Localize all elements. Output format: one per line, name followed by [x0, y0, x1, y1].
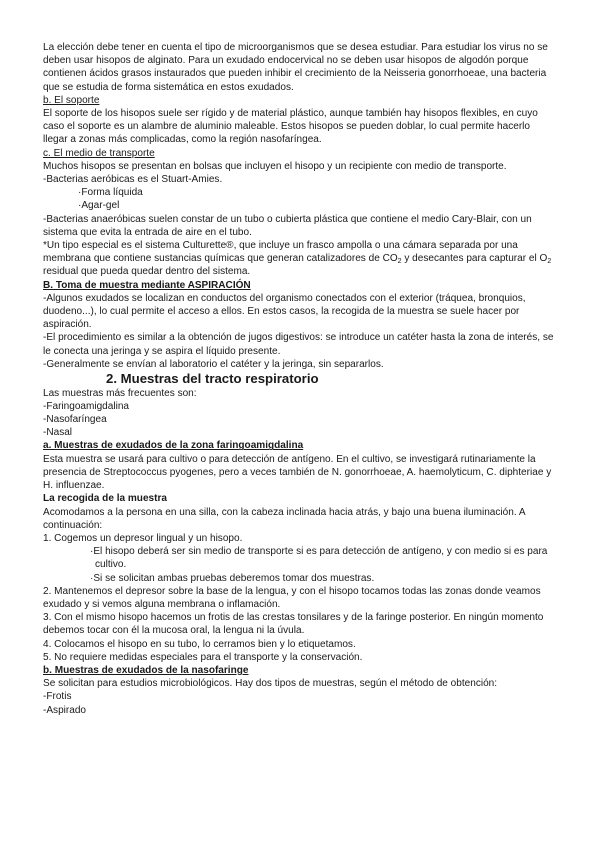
culturette-text-c: residual que pueda quedar dentro del sistema. [43, 266, 251, 278]
heading-aspiracion: B. Toma de muestra mediante ASPIRACIÓN [43, 279, 251, 291]
document-page [43, 41, 557, 717]
paragraph-faringoamigdalina: Esta muestra se usará para cultivo o para detección de antígeno. En el cultivo, se investigará rutinariamente la presencia de Streptococcus pyogenes, pero a veces también de N. gonorrhoeae, A. haemolyticum, C. diphteriae y H. influenzae. [43, 453, 552, 492]
heading-nasofaringe: b. Muestras de exudados de la nasofaringe [43, 664, 249, 676]
subscript-co2: 2 [397, 258, 402, 266]
list-item-aspirado: -Aspirado [43, 704, 86, 716]
step-1: 1. Cogemos un depresor lingual y un hisopo. [43, 532, 243, 544]
paragraph-soporte: El soporte de los hisopos suele ser rígido y de material plástico, aunque también hay hisopos flexibles, en cuyo caso el soporte es un alambre de aluminio maleable. Estos hisopos se pueden doblar, lo cual permite hacerlo llegar a zonas más complicadas, como la región nasofaríngea. [43, 108, 538, 146]
paragraph-culturette [43, 239, 557, 279]
paragraph-aspiracion-3: -Generalmente se envían al laboratorio el catéter y la jeringa, sin separarlos. [43, 358, 384, 370]
step-1-bullet-b: ·Si se solicitan ambas pruebas deberemos tomar dos muestras. [90, 572, 375, 584]
list-item-forma-liquida: ·Forma líquida [78, 187, 143, 199]
paragraph-frecuentes: Las muestras más frecuentes son: [43, 387, 197, 399]
culturette-text-a: *Un tipo especial es el sistema Culturette®, que incluye un frasco ampolla o una cámara separada por una membrana que contiene sustancias químicas que generan catalizadores de CO [43, 240, 518, 265]
culturette-text-b: y desecantes para capturar el O [401, 253, 548, 265]
heading-medio-transporte: c. El medio de transporte [43, 147, 155, 159]
list-item-nasal: -Nasal [43, 427, 73, 439]
step-4: 4. Colocamos el hisopo en su tubo, lo cerramos bien y lo etiquetamos. [43, 638, 356, 650]
heading-faringoamigdalina: a. Muestras de exudados de la zona faringoamigdalina [43, 440, 304, 452]
paragraph-aspiracion-2: -El procedimiento es similar a la obtención de jugos digestivos: se introduce un catéter hasta la zona de interés, se le conecta una jeringa y se aspira el líquido presente. [43, 332, 554, 357]
step-5: 5. No requiere medidas especiales para el transporte y la conservación. [43, 651, 363, 663]
paragraph-medio-2: -Bacterias aeróbicas es el Stuart-Amies. [43, 174, 223, 186]
paragraph-eleccion: La elección debe tener en cuenta el tipo de microorganismos que se desea estudiar. Para estudiar los virus no se deben usar hisopos de alginato. Para un exudado endocervical no se deben usar hisopos de algodón porque contienen ácidos grasos instaurados que pueden inhibir el crecimiento de la Neisseria gonorrhoeae, una bacteria que se estudia de forma sistemática en estos exudados. [43, 42, 548, 93]
paragraph-medio-1: Muchos hisopos se presentan en bolsas que incluyen el hisopo y un recipiente con medio de transporte. [43, 160, 507, 172]
list-item-frotis: -Frotis [43, 691, 72, 703]
heading-recogida-muestra: La recogida de la muestra [43, 493, 167, 505]
paragraph-aspiracion-1: -Algunos exudados se localizan en conductos del organismo conectados con el exterior (tráquea, bronquios, duodeno...), lo cual permite el acceso a ellos. En estos casos, la recogida de la muestra se suele hacer por aspiración. [43, 292, 526, 331]
subscript-o2: 2 [547, 258, 552, 266]
paragraph-recogida: Acomodamos a la persona en una silla, con la cabeza inclinada hacia atrás, y bajo una buena iluminación. A continuación: [43, 506, 526, 531]
paragraph-nasofaringe: Se solicitan para estudios microbiológicos. Hay dos tipos de muestras, según el método de obtención: [43, 678, 498, 690]
paragraph-anaerobicas: -Bacterias anaeróbicas suelen constar de un tubo o cubierta plástica que contiene el medio Cary-Blair, con un sistema que evita la entrada de aire en el tubo. [43, 213, 532, 238]
step-1-bullet-a: ·El hisopo deberá ser sin medio de transporte si es para detección de antígeno, y con medio si es para cultivo. [90, 546, 548, 571]
step-2: 2. Mantenemos el depresor sobre la base de la lengua, y con el hisopo tocamos todas las zonas donde veamos exudado y si vemos alguna membrana o inflamación. [43, 585, 541, 610]
list-item-faringoamigdalina: -Faringoamigdalina [43, 400, 130, 412]
step-3: 3. Con el mismo hisopo hacemos un frotis de las crestas tonsilares y de la faringe posterior. En ningún momento debemos tocar con él la mucosa oral, la lengua ni la úvula. [43, 612, 544, 637]
list-item-nasofaringea: -Nasofaríngea [43, 414, 107, 426]
section-title-tracto-respiratorio: 2. Muestras del tracto respiratorio [106, 371, 319, 387]
heading-soporte: b. El soporte [43, 94, 100, 106]
list-item-agar-gel: ·Agar-gel [78, 200, 120, 212]
